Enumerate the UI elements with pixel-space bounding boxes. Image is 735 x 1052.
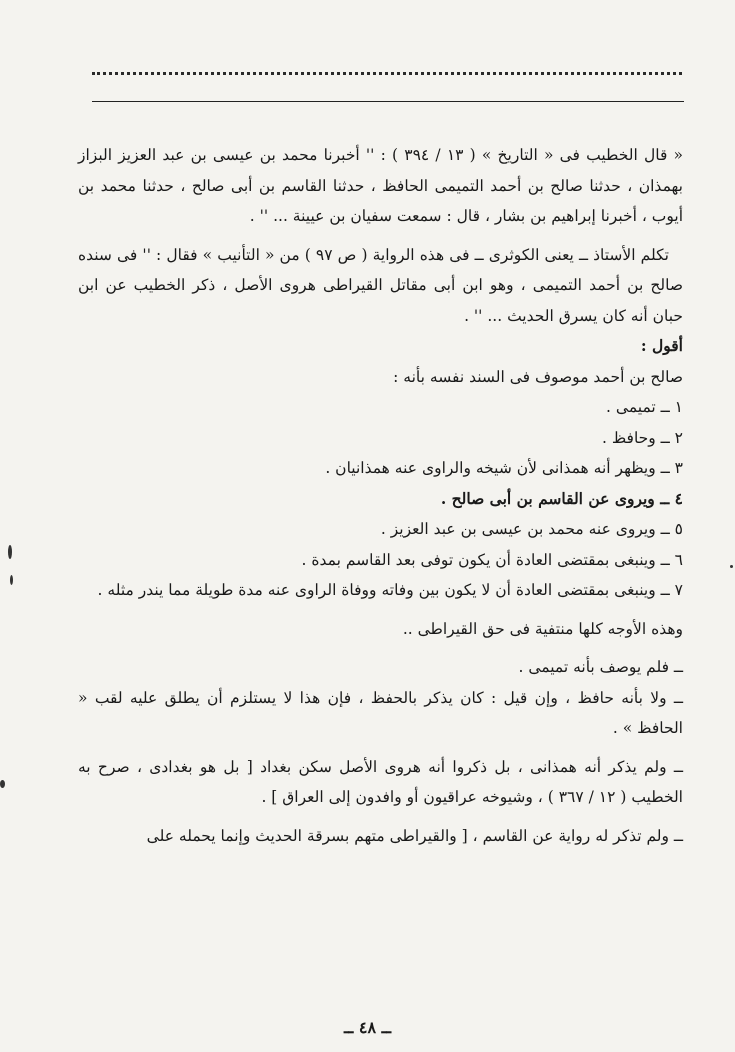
paragraph: ــ فلم يوصف بأنه تميمى . — [518, 658, 683, 676]
scan-speck — [0, 780, 5, 788]
page-number: ــ ٤٨ ــ — [343, 1018, 392, 1037]
list-item: ٥ ــ ويروى عنه محمد بن عيسى بن عبد العزيز . — [380, 520, 683, 538]
list-item: ١ ــ تميمى . — [606, 398, 683, 416]
list-item: ٤ ــ ويروى عن القاسم بن أبى صالح . — [440, 488, 683, 508]
paragraph: أقول : — [640, 336, 683, 355]
list-item: ٦ ــ وينبغى بمقتضى العادة أن يكون توفى بعد القاسم بمدة . — [301, 550, 683, 569]
list-item: ٢ ــ وحافظ . — [601, 428, 683, 447]
paragraph: ــ ولم يذكر أنه همذانى ، بل ذكروا أنه هروى الأصل سكن بغداد [ بل هو بغدادى ، صرح به الخطيب ( ١٢ / ٣٦٧ ) ، وشيوخه عراقيون أو وافدون إلى العراق ] . — [78, 757, 683, 806]
scan-speck — [730, 565, 733, 568]
list-item: ٣ ــ ويظهر أنه همذانى لأن شيخه والراوى عنه همذانيان . — [325, 459, 683, 477]
paragraph: « قال الخطيب فى « التاريخ » ( ١٣ / ٣٩٤ ) : '' أخبرنا محمد بن عيسى بن عبد العزيز البزاز بهمذان ، حدثنا صالح بن أحمد التميمى الحافظ ، حدثنا القاسم بن أبى صالح ، حدثنا محمد بن أيوب ، أخبرنا إبراهيم بن بشار ، قال : سمعت سفيان بن عيينة ... '' . — [78, 146, 684, 225]
scan-speck — [8, 545, 12, 559]
scan-speck — [10, 575, 13, 585]
paragraph: ــ ولم تذكر له رواية عن القاسم ، [ والقيراطى متهم بسرقة الحديث وإنما يحمله على — [146, 826, 683, 845]
list-item: ٧ ــ وينبغى بمقتضى العادة أن لا يكون بين وفاته ووفاة الراوى عنه مدة طويلة مما يندر مثله . — [97, 581, 683, 599]
body-text — [78, 140, 683, 851]
paragraph: وهذه الأوجه كلها منتفية فى حق القيراطى .. — [402, 619, 683, 638]
paragraph: تكلم الأستاذ ــ يعنى الكوثرى ــ فى هذه الرواية ( ص ٩٧ ) من « التأنيب » فقال : '' فى سنده صالح بن أحمد التميمى ، وهو ابن أبى مقاتل القيراطى هروى الأصل ، ذكر الخطيب عن ابن حبان أنه كان يسرق الحديث ... '' . — [78, 245, 683, 325]
dotted-rule — [92, 72, 682, 75]
paragraph: ــ ولا بأنه حافظ ، وإن قيل : كان يذكر بالحفظ ، فإن هذا لا يستلزم أن يطلق عليه لقب « الحافظ » . — [78, 688, 683, 737]
paragraph: صالح بن أحمد موصوف فى السند نفسه بأنه : — [393, 367, 683, 386]
header-rule — [92, 101, 684, 102]
